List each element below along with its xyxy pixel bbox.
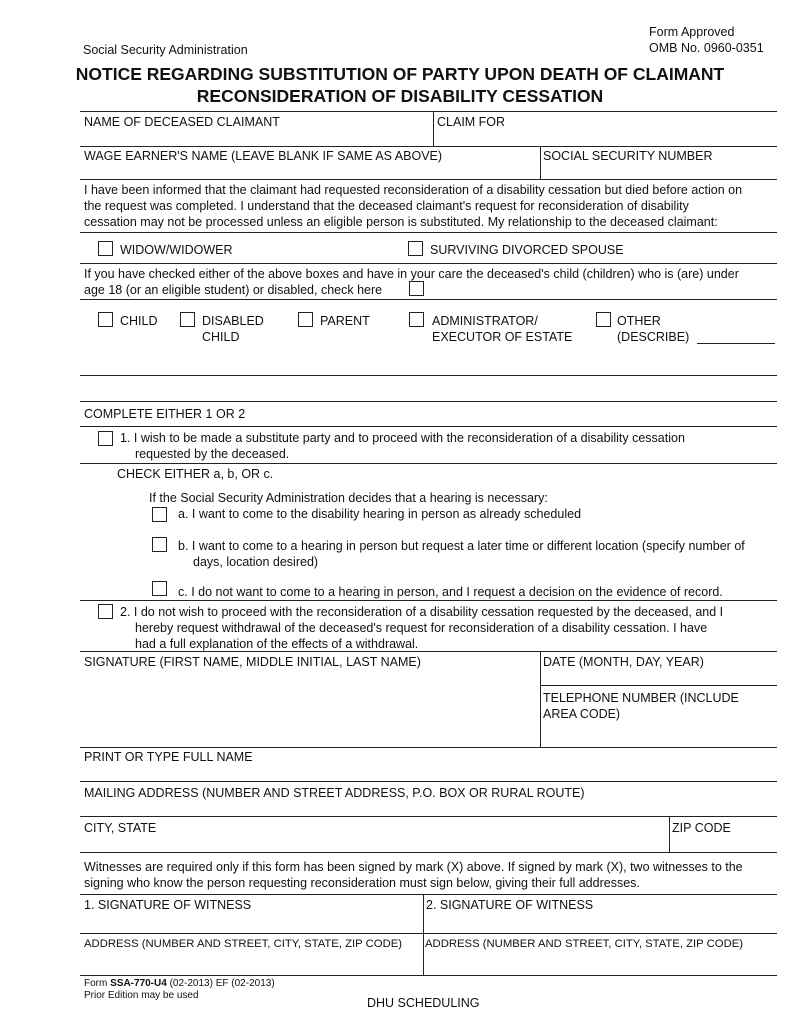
widow-checkbox[interactable] — [98, 241, 113, 256]
hearing-intro: If the Social Security Administration decides that a hearing is necessary: — [149, 491, 548, 505]
divorced-spouse-label: SURVIVING DIVORCED SPOUSE — [430, 243, 624, 257]
rule — [80, 401, 777, 402]
rule — [80, 600, 777, 601]
other-checkbox[interactable] — [596, 312, 611, 327]
rule — [433, 111, 434, 146]
prior-edition-note: Prior Edition may be used — [84, 990, 199, 1001]
zip-label: ZIP CODE — [672, 821, 731, 835]
agency-name: Social Security Administration — [83, 43, 248, 57]
other-label: OTHER — [617, 314, 661, 328]
telephone-label: TELEPHONE NUMBER (INCLUDE — [543, 691, 739, 705]
rule — [540, 146, 541, 179]
option1-text: requested by the deceased. — [135, 447, 290, 461]
city-state-field[interactable] — [80, 836, 667, 851]
witness1-address-label: ADDRESS (NUMBER AND STREET, CITY, STATE, ZIP CODE) — [84, 938, 403, 950]
print-name-label: PRINT OR TYPE FULL NAME — [84, 750, 253, 764]
child-care-text: age 18 (or an eligible student) or disabled, check here — [84, 283, 383, 297]
disabled-child-label: CHILD — [202, 330, 240, 344]
other-label: (DESCRIBE) — [617, 330, 690, 344]
deceased-claimant-label: NAME OF DECEASED CLAIMANT — [84, 115, 280, 129]
option2-text: had a full explanation of the effects of a withdrawal. — [135, 637, 419, 651]
signature-label: SIGNATURE (FIRST NAME, MIDDLE INITIAL, LAST NAME) — [84, 655, 421, 669]
check-either-label: CHECK EITHER a, b, OR c. — [117, 467, 274, 481]
widow-label: WIDOW/WIDOWER — [120, 243, 233, 257]
other-describe-field[interactable] — [697, 328, 775, 343]
telephone-label: AREA CODE) — [543, 707, 621, 721]
witness-intro: Witnesses are required only if this form has been signed by mark (X) above. If signed by mark (X), two witnesses to the — [84, 860, 743, 874]
witness-intro: signing who know the person requesting reconsideration must sign below, giving their full addresses. — [84, 876, 640, 890]
claim-for-label: CLAIM FOR — [437, 115, 506, 129]
rule — [80, 179, 777, 180]
rule — [669, 816, 670, 852]
city-state-label: CITY, STATE — [84, 821, 157, 835]
rule — [80, 747, 777, 748]
option-b-checkbox[interactable] — [152, 537, 167, 552]
rule — [80, 111, 777, 112]
rule — [80, 894, 777, 895]
child-label: CHILD — [120, 314, 158, 328]
rule — [80, 463, 777, 464]
statement-line: cessation may not be processed unless an eligible person is substituted. My relationship to the deceased claimant: — [84, 215, 718, 229]
print-name-field[interactable] — [80, 765, 777, 780]
option1-text: 1. I wish to be made a substitute party and to proceed with the reconsideration of a disability cessation — [120, 431, 685, 445]
option-a-text: a. I want to come to the disability hearing in person as already scheduled — [178, 507, 582, 521]
form-approved: Form Approved — [649, 25, 735, 39]
option-b-text: days, location desired) — [193, 555, 319, 569]
disabled-child-checkbox[interactable] — [180, 312, 195, 327]
mailing-address-field[interactable] — [80, 801, 777, 815]
rule — [423, 894, 424, 975]
rule — [80, 852, 777, 853]
mailing-address-label: MAILING ADDRESS (NUMBER AND STREET ADDRESS, P.O. BOX OR RURAL ROUTE) — [84, 786, 585, 800]
rule — [80, 816, 777, 817]
option2-checkbox[interactable] — [98, 604, 113, 619]
wage-earner-label: WAGE EARNER'S NAME (LEAVE BLANK IF SAME AS ABOVE) — [84, 149, 443, 163]
witness1-address-field[interactable] — [80, 952, 421, 974]
rule — [80, 975, 777, 976]
witness2-address-label: ADDRESS (NUMBER AND STREET, CITY, STATE, ZIP CODE) — [425, 938, 744, 950]
child-in-care-checkbox[interactable] — [409, 281, 424, 296]
telephone-field[interactable] — [542, 722, 777, 746]
option-b-text: b. I want to come to a hearing in person but request a later time or different location (specify number of — [178, 539, 745, 553]
other-describe-extra-field[interactable] — [80, 344, 777, 374]
date-field[interactable] — [542, 670, 777, 684]
form-title-line1: NOTICE REGARDING SUBSTITUTION OF PARTY UPON DEATH OF CLAIMANT — [75, 64, 725, 84]
date-label: DATE (MONTH, DAY, YEAR) — [543, 655, 704, 669]
witness2-signature-label: 2. SIGNATURE OF WITNESS — [426, 898, 594, 912]
statement-line: I have been informed that the claimant had requested reconsideration of a disability cessation but died before action on — [84, 183, 743, 197]
claim-for-field[interactable] — [435, 128, 777, 145]
ssn-field[interactable] — [542, 163, 777, 178]
form-title-line2: RECONSIDERATION OF DISABILITY CESSATION — [196, 86, 604, 106]
deceased-claimant-field[interactable] — [80, 128, 432, 145]
witness2-signature-field[interactable] — [425, 913, 777, 932]
rule — [80, 781, 777, 782]
option-c-checkbox[interactable] — [152, 581, 167, 596]
form-number: Form SSA-770-U4 (02-2013) EF (02-2013) — [84, 978, 275, 989]
witness2-address-field[interactable] — [425, 952, 777, 974]
rule — [80, 375, 777, 376]
zip-field[interactable] — [671, 836, 777, 851]
administrator-checkbox[interactable] — [409, 312, 424, 327]
witness1-signature-field[interactable] — [80, 913, 421, 932]
administrator-label: EXECUTOR OF ESTATE — [432, 330, 573, 344]
rule — [80, 146, 777, 147]
complete-either-label: COMPLETE EITHER 1 OR 2 — [84, 407, 246, 421]
parent-checkbox[interactable] — [298, 312, 313, 327]
administrator-label: ADMINISTRATOR/ — [432, 314, 538, 328]
rule — [80, 651, 777, 652]
option-a-checkbox[interactable] — [152, 507, 167, 522]
rule — [540, 651, 541, 747]
rule — [80, 426, 777, 427]
parent-label: PARENT — [320, 314, 370, 328]
dhu-scheduling-label: DHU SCHEDULING — [367, 996, 480, 1010]
divorced-spouse-checkbox[interactable] — [408, 241, 423, 256]
rule — [80, 299, 777, 300]
rule — [80, 263, 777, 264]
rule — [80, 933, 777, 934]
child-checkbox[interactable] — [98, 312, 113, 327]
rule — [540, 685, 777, 686]
option2-text: hereby request withdrawal of the deceased's request for reconsideration of a disability cessation. I have — [135, 621, 708, 635]
option-c-text: c. I do not want to come to a hearing in person, and I request a decision on the evidence of record. — [178, 585, 723, 599]
signature-field[interactable] — [80, 670, 538, 746]
disabled-child-label: DISABLED — [202, 314, 264, 328]
wage-earner-field[interactable] — [80, 163, 538, 178]
statement-line: the request was completed. I understand that the deceased claimant's request for reconsideration of disability — [84, 199, 689, 213]
option1-checkbox[interactable] — [98, 431, 113, 446]
ssn-label: SOCIAL SECURITY NUMBER — [543, 149, 713, 163]
rule — [80, 232, 777, 233]
witness1-signature-label: 1. SIGNATURE OF WITNESS — [84, 898, 252, 912]
child-care-text: If you have checked either of the above boxes and have in your care the deceased's child (children) who is (are) under — [84, 267, 739, 281]
omb-number: OMB No. 0960-0351 — [649, 41, 764, 55]
option2-text: 2. I do not wish to proceed with the reconsideration of a disability cessation requested by the deceased, and I — [120, 605, 724, 619]
